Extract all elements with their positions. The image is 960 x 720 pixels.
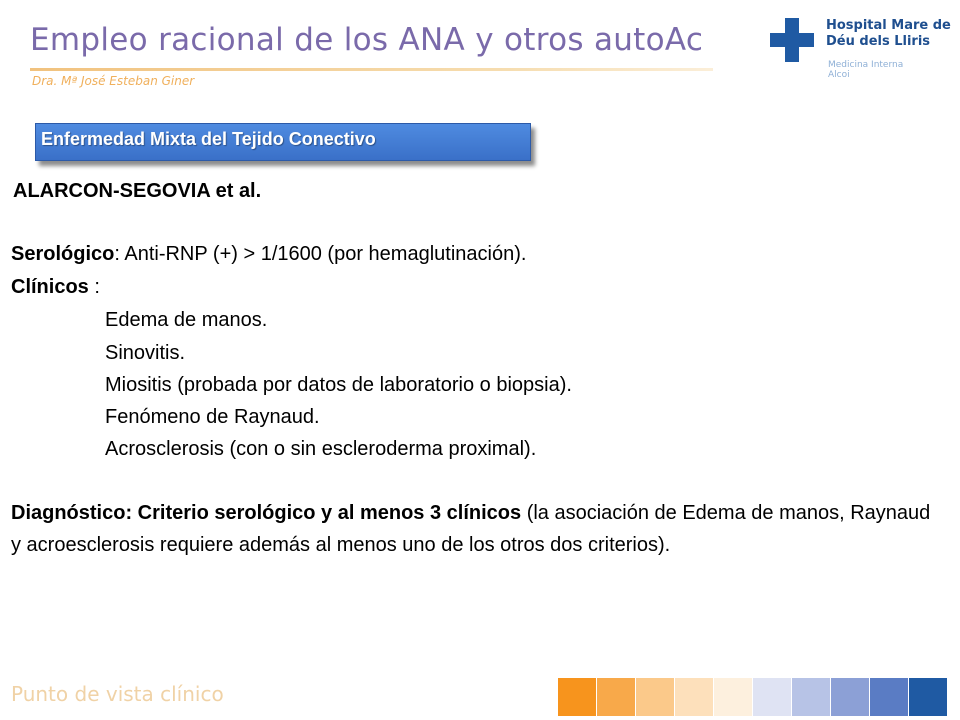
section-heading: Enfermedad Mixta del Tejido Conectivo [41,129,376,149]
clinical-criteria-heading [11,276,100,299]
serologic-text: : Anti-RNP (+) > 1/1600 (por hemaglutinación). [114,243,527,265]
color-swatch [752,678,791,716]
hospital-name-line2: Déu dels Lliris [826,34,931,49]
color-swatch [713,678,752,716]
criteria-author: ALARCON-SEGOVIA et al. [13,180,262,202]
color-swatch [558,678,596,716]
hospital-department [828,60,903,80]
clinical-item: Fenómeno de Raynaud. [105,406,320,428]
clinical-item: Sinovitis. [105,342,186,364]
color-swatch [635,678,674,716]
serologic-label: Serológico [11,243,115,265]
medical-cross-icon [770,18,814,62]
slide-title: Empleo racional de los ANA y otros autoAc [30,22,704,58]
hospital-name [826,18,951,50]
title-underline [30,68,713,71]
diagnosis-bold: Diagnóstico: Criterio serológico y al menos 3 clínicos [11,502,522,524]
diagnosis-paragraph [11,497,931,561]
hospital-name-line1: Hospital Mare de [826,18,951,33]
hospital-logo [770,16,951,96]
clinical-colon: : [88,276,100,298]
color-swatch [596,678,635,716]
clinical-item: Miositis (probada por datos de laboratorio o biopsia). [105,374,572,396]
color-swatch [869,678,908,716]
color-swatch [674,678,713,716]
clinical-label: Clínicos [11,276,89,298]
footer-label: Punto de vista clínico [11,682,224,706]
author-subtitle: Dra. Mª José Esteban Giner [32,74,195,88]
color-swatch [791,678,830,716]
color-swatch [830,678,869,716]
color-swatch [908,678,947,716]
serologic-criterion [11,243,526,266]
diagnosis-text: (la asociación de Edema de manos, Raynaud y acroesclerosis requiere además al menos uno de los otros dos criterios). [11,502,931,556]
clinical-item: Edema de manos. [105,309,268,331]
clinical-item: Acrosclerosis (con o sin escleroderma proximal). [105,438,537,460]
hospital-department-line1: Medicina Interna [828,60,904,70]
color-swatch-bar [558,678,947,716]
hospital-department-line2: Alcoi [828,70,850,80]
section-heading-box [35,123,531,161]
